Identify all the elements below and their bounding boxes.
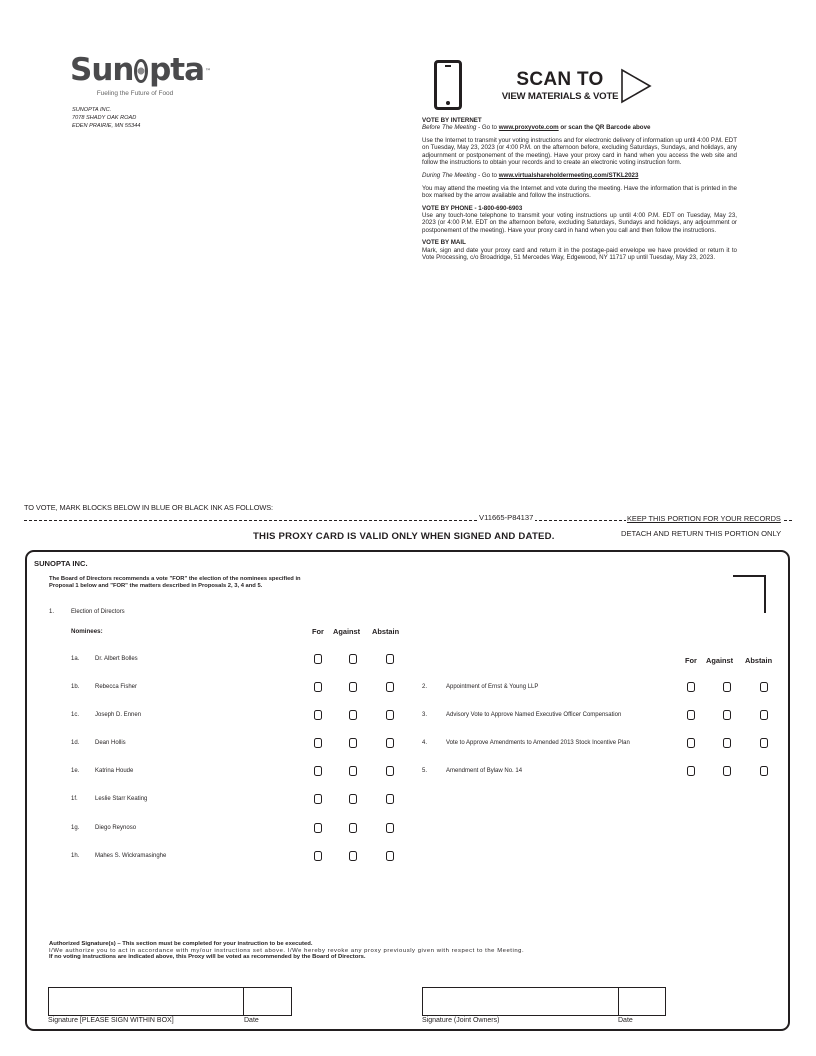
nominees-label: Nominees: [71,628,103,635]
authorization-section [49,941,729,961]
during-meeting-line [422,172,737,179]
proposal-title: Appointment of Ernst & Young LLP [446,684,539,690]
signature-label: Signature [PLEASE SIGN WITHIN BOX] [48,1017,174,1024]
voting-instructions [422,117,737,267]
authorization-heading: Authorized Signature(s) – This section must be completed for your instruction to be executed. [49,941,313,947]
virtual-meeting-link[interactable]: www.virtualshareholdermeeting.com/STKL2023 [498,171,639,179]
trademark-symbol: ™ [205,68,210,75]
detach-portion-label: DETACH AND RETURN THIS PORTION ONLY [621,529,782,538]
card-company-name: SUNOPTA INC. [34,559,88,568]
default-vote-notice: If no voting instructions are indicated above, this Proxy will be voted as recommended by the Board of Directors. [49,954,366,961]
vote-against-checkbox[interactable] [349,766,357,776]
vote-by-internet-heading: VOTE BY INTERNET [422,117,482,124]
nominee-name: Katrina Houde [95,768,134,774]
nominee-name: Leslie Starr Keating [95,796,148,802]
vote-abstain-checkbox[interactable] [386,710,394,720]
valid-notice: THIS PROXY CARD IS VALID ONLY WHEN SIGNED AND DATED. [253,531,555,542]
vote-against-checkbox[interactable] [723,738,731,748]
logo-tagline: Fueling the Future of Food [96,90,174,97]
nominee-id: 1h. [71,853,80,859]
vote-against-checkbox[interactable] [349,682,357,692]
proxyvote-link[interactable]: www.proxyvote.com [498,124,559,132]
vote-for-checkbox[interactable] [314,794,322,804]
text: - Go to [476,171,499,179]
proposal-title: Amendment of Bylaw No. 14 [446,768,523,774]
text: - Go to [476,124,499,132]
nominee-id: 1e. [71,768,80,774]
phone-instructions: Use any touch-tone telephone to transmit your voting instructions up until 4:00 P.M. EDT on Tuesday, May 23, 2023 (or 4:00 P.M. EDT on the afternoon before, excluding Saturdays, Sundays and holidays, any adjournment or postponement of the meeting). Have your proxy card in hand when you call and then follow the instructions. [422,211,737,234]
vote-for-checkbox[interactable] [687,710,695,720]
vote-for-checkbox[interactable] [687,682,695,692]
nominee-name: Mahes S. Wickramasinghe [95,853,167,859]
proposal-number: 2. [422,684,428,690]
qr-instruction: or scan the QR Barcode above [558,124,651,132]
vote-for-checkbox[interactable] [314,710,322,720]
during-meeting-instructions: You may attend the meeting via the Internet and vote during the meeting. Have the information that is printed in the box marked by the arrow available and follow the instructions. [422,184,737,199]
vote-against-checkbox[interactable] [349,654,357,664]
column-header-abstain: Abstain [372,627,400,636]
vote-for-checkbox[interactable] [687,738,695,748]
play-arrow-outline-icon [620,68,652,104]
vote-for-checkbox[interactable] [314,738,322,748]
proposal-number: 1. [49,609,55,615]
signature-date-label: Date [244,1017,259,1024]
nominee-id: 1a. [71,656,80,662]
vote-abstain-checkbox[interactable] [760,738,768,748]
scan-subtitle: VIEW MATERIALS & VOTE [501,91,619,102]
registration-mark [764,575,766,613]
vote-for-checkbox[interactable] [314,823,322,833]
tree-in-circle-icon [134,59,148,83]
nominee-name: Dean Hollis [95,740,126,746]
vote-for-checkbox[interactable] [314,654,322,664]
vote-by-mail-heading: VOTE BY MAIL [422,239,466,247]
company-address [72,106,140,130]
joint-signature-date-box[interactable] [618,987,666,1016]
vote-for-checkbox[interactable] [687,766,695,776]
address-line: EDEN PRAIRIE, MN 55344 [72,123,141,129]
mark-instructions: TO VOTE, MARK BLOCKS BELOW IN BLUE OR BLACK INK AS FOLLOWS: [24,503,274,512]
during-meeting-label: During The Meeting [422,171,477,179]
nominee-id: 1f. [71,796,78,802]
vote-for-checkbox[interactable] [314,851,322,861]
vote-by-phone-heading: VOTE BY PHONE - 1-800-690-6903 [422,204,523,212]
nominee-name: Joseph D. Ennen [95,712,142,718]
vote-abstain-checkbox[interactable] [386,823,394,833]
nominee-id: 1c. [71,712,80,718]
signature-date-box[interactable] [243,987,292,1016]
logo-text-suffix: pta [149,52,204,88]
vote-against-checkbox[interactable] [349,823,357,833]
column-header-for: For [685,656,697,665]
vote-against-checkbox[interactable] [349,738,357,748]
vote-abstain-checkbox[interactable] [760,766,768,776]
board-recommendation: The Board of Directors recommends a vote "FOR" the election of the nominees specified in Proposal 1 below and "FOR" the matters described in Proposals 2, 3, 4 and 5. [49,576,301,589]
vote-against-checkbox[interactable] [723,682,731,692]
before-meeting-line [422,124,737,131]
vote-against-checkbox[interactable] [723,766,731,776]
mail-instructions: Mark, sign and date your proxy card and return it in the postage-paid envelope we have provided or return it to Vote Processing, c/o Broadridge, 51 Mercedes Way, Edgewood, NY 11717 up until Tuesday, May 23, 2023. [422,246,737,261]
vote-abstain-checkbox[interactable] [760,710,768,720]
signature-box[interactable] [48,987,244,1016]
scan-title: SCAN TO [516,69,604,90]
proposal-title: Advisory Vote to Approve Named Executive Officer Compensation [446,712,622,718]
address-line: 7078 SHADY OAK ROAD [72,115,137,121]
logo-text-prefix: Sun [70,52,134,88]
smartphone-icon [434,60,462,110]
vote-for-checkbox[interactable] [314,766,322,776]
nominee-id: 1b. [71,684,80,690]
vote-abstain-checkbox[interactable] [386,851,394,861]
vote-abstain-checkbox[interactable] [386,766,394,776]
vote-for-checkbox[interactable] [314,682,322,692]
registration-mark [733,575,766,577]
joint-signature-box[interactable] [422,987,619,1016]
control-number: V11665-P84137 [479,513,534,522]
vote-abstain-checkbox[interactable] [386,682,394,692]
column-header-for: For [312,627,324,636]
proposal-title: Election of Directors [71,609,125,615]
vote-abstain-checkbox[interactable] [386,738,394,748]
vote-against-checkbox[interactable] [723,710,731,720]
before-meeting-label: Before The Meeting [422,124,477,132]
proposal-number: 3. [422,712,428,718]
company-logo [70,52,210,97]
proposal-number: 5. [422,768,428,774]
nominee-name: Rebecca Fisher [95,684,138,690]
vote-against-checkbox[interactable] [349,851,357,861]
column-header-abstain: Abstain [745,656,773,665]
proposal-title: Vote to Approve Amendments to Amended 2013 Stock Incentive Plan [446,740,630,746]
nominee-name: Diego Reynoso [95,825,137,831]
authorization-statement: I/We authorize you to act in accordance with my/our instructions set above. I/We hereby revoke any proxy previously given with respect to the Meeting. [49,947,525,954]
address-line: SUNOPTA INC. [72,107,112,113]
vote-abstain-checkbox[interactable] [760,682,768,692]
internet-instructions: Use the Internet to transmit your voting instructions and for electronic delivery of information up until 4:00 P.M. EDT on Tuesday, May 23, 2023 (or 4:00 P.M. on the afternoon before, excluding Saturdays, Sundays, and holidays, any adjournment or postponement of the meeting). Have your proxy card in hand when you access the web site and follow the instructions to obtain your records and to create an electronic voting instruction form. [422,137,737,166]
nominee-name: Dr. Albert Bolles [95,656,138,662]
nominee-id: 1d. [71,740,80,746]
vote-abstain-checkbox[interactable] [386,794,394,804]
logo-wordmark [70,52,210,88]
proposal-number: 4. [422,740,428,746]
nominee-id: 1g. [71,825,80,831]
column-header-against: Against [706,656,734,665]
joint-signature-date-label: Date [618,1017,633,1024]
joint-signature-label: Signature (Joint Owners) [422,1017,500,1024]
column-header-against: Against [333,627,361,636]
vote-against-checkbox[interactable] [349,710,357,720]
keep-portion-label: KEEP THIS PORTION FOR YOUR RECORDS [627,514,781,523]
vote-abstain-checkbox[interactable] [386,654,394,664]
vote-against-checkbox[interactable] [349,794,357,804]
